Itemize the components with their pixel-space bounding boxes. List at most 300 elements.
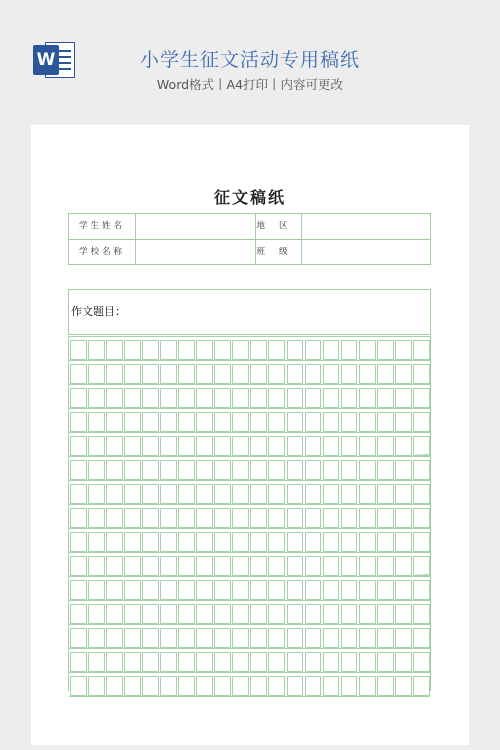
grid-cell[interactable] (250, 628, 267, 648)
grid-cell[interactable] (413, 436, 430, 456)
grid-cell[interactable] (70, 436, 87, 456)
grid-cell[interactable] (196, 676, 213, 696)
grid-cell[interactable] (232, 580, 249, 600)
grid-cell[interactable] (106, 532, 123, 552)
grid-cell[interactable] (359, 628, 376, 648)
grid-cell[interactable] (305, 340, 322, 360)
grid-cell[interactable] (250, 604, 267, 624)
grid-cell[interactable] (341, 556, 358, 576)
grid-cell[interactable] (214, 628, 231, 648)
grid-cell[interactable] (341, 604, 358, 624)
grid-cell[interactable] (341, 484, 358, 504)
grid-cell[interactable] (214, 484, 231, 504)
grid-cell[interactable] (377, 676, 394, 696)
grid-cell[interactable] (395, 508, 412, 528)
grid-cell[interactable] (232, 340, 249, 360)
grid-cell[interactable] (395, 388, 412, 408)
grid-cell[interactable] (106, 388, 123, 408)
grid-cell[interactable] (268, 676, 285, 696)
grid-cell[interactable] (323, 556, 340, 576)
grid-cell[interactable] (250, 676, 267, 696)
grid-cell[interactable] (395, 460, 412, 480)
grid-cell[interactable] (178, 604, 195, 624)
grid-cell[interactable] (377, 508, 394, 528)
grid-cell[interactable] (268, 604, 285, 624)
grid-cell[interactable] (305, 604, 322, 624)
grid-cell[interactable] (305, 676, 322, 696)
grid-cell[interactable] (413, 484, 430, 504)
grid-cell[interactable] (287, 484, 304, 504)
grid-cell[interactable] (305, 628, 322, 648)
grid-cell[interactable] (106, 556, 123, 576)
region-field[interactable] (301, 214, 432, 239)
grid-cell[interactable] (88, 436, 105, 456)
grid-cell[interactable] (214, 676, 231, 696)
grid-cell[interactable] (70, 676, 87, 696)
grid-cell[interactable] (196, 604, 213, 624)
grid-cell[interactable] (178, 436, 195, 456)
grid-cell[interactable] (106, 484, 123, 504)
grid-cell[interactable] (178, 508, 195, 528)
grid-cell[interactable] (124, 604, 141, 624)
grid-cell[interactable] (124, 628, 141, 648)
grid-cell[interactable] (142, 628, 159, 648)
grid-cell[interactable] (178, 556, 195, 576)
grid-cell[interactable] (178, 340, 195, 360)
grid-cell[interactable] (160, 388, 177, 408)
grid-cell[interactable] (268, 436, 285, 456)
grid-cell[interactable] (359, 508, 376, 528)
grid-cell[interactable] (70, 412, 87, 432)
grid-cell[interactable] (178, 628, 195, 648)
grid-cell[interactable] (413, 652, 430, 672)
grid-cell[interactable] (142, 532, 159, 552)
grid-cell[interactable] (196, 460, 213, 480)
grid-cell[interactable] (142, 652, 159, 672)
grid-cell[interactable] (395, 532, 412, 552)
grid-cell[interactable] (323, 364, 340, 384)
grid-cell[interactable] (142, 340, 159, 360)
grid-cell[interactable] (196, 580, 213, 600)
grid-cell[interactable] (377, 436, 394, 456)
grid-cell[interactable] (341, 436, 358, 456)
grid-cell[interactable] (214, 604, 231, 624)
grid-cell[interactable] (250, 412, 267, 432)
grid-cell[interactable] (196, 508, 213, 528)
grid-cell[interactable] (268, 484, 285, 504)
grid-cell[interactable] (341, 676, 358, 696)
grid-cell[interactable] (232, 412, 249, 432)
grid-cell[interactable] (413, 604, 430, 624)
grid-cell[interactable] (196, 532, 213, 552)
grid-cell[interactable] (413, 580, 430, 600)
grid-cell[interactable] (341, 364, 358, 384)
grid-cell[interactable] (232, 652, 249, 672)
grid-cell[interactable] (323, 628, 340, 648)
grid-cell[interactable] (232, 556, 249, 576)
grid-cell[interactable] (88, 364, 105, 384)
grid-cell[interactable] (124, 340, 141, 360)
grid-cell[interactable] (250, 364, 267, 384)
grade-field[interactable] (301, 240, 432, 265)
grid-cell[interactable] (142, 580, 159, 600)
grid-cell[interactable] (142, 460, 159, 480)
grid-cell[interactable] (395, 412, 412, 432)
grid-cell[interactable] (359, 652, 376, 672)
grid-cell[interactable] (359, 364, 376, 384)
grid-cell[interactable] (287, 388, 304, 408)
grid-cell[interactable] (142, 364, 159, 384)
grid-cell[interactable] (287, 604, 304, 624)
grid-cell[interactable] (124, 580, 141, 600)
grid-cell[interactable] (142, 484, 159, 504)
grid-cell[interactable] (359, 556, 376, 576)
grid-cell[interactable] (106, 652, 123, 672)
grid-cell[interactable] (250, 460, 267, 480)
grid-cell[interactable] (70, 340, 87, 360)
grid-cell[interactable] (142, 436, 159, 456)
grid-cell[interactable] (323, 484, 340, 504)
grid-cell[interactable] (377, 460, 394, 480)
grid-cell[interactable] (232, 676, 249, 696)
grid-cell[interactable] (70, 532, 87, 552)
grid-cell[interactable] (160, 412, 177, 432)
grid-cell[interactable] (160, 580, 177, 600)
student-name-field[interactable] (135, 214, 256, 239)
grid-cell[interactable] (178, 484, 195, 504)
grid-cell[interactable] (232, 388, 249, 408)
grid-cell[interactable] (250, 532, 267, 552)
grid-cell[interactable] (106, 580, 123, 600)
grid-cell[interactable] (395, 604, 412, 624)
grid-cell[interactable] (106, 604, 123, 624)
grid-cell[interactable] (323, 460, 340, 480)
grid-cell[interactable] (214, 340, 231, 360)
grid-cell[interactable] (70, 484, 87, 504)
grid-cell[interactable] (287, 628, 304, 648)
grid-cell[interactable] (88, 604, 105, 624)
essay-title-box[interactable] (68, 289, 431, 335)
grid-cell[interactable] (250, 340, 267, 360)
grid-cell[interactable] (196, 556, 213, 576)
grid-cell[interactable] (287, 460, 304, 480)
grid-cell[interactable] (124, 364, 141, 384)
grid-cell[interactable] (106, 508, 123, 528)
grid-cell[interactable] (124, 484, 141, 504)
grid-cell[interactable] (88, 508, 105, 528)
grid-cell[interactable] (70, 652, 87, 672)
grid-cell[interactable] (214, 580, 231, 600)
grid-cell[interactable] (160, 652, 177, 672)
grid-cell[interactable] (287, 340, 304, 360)
grid-cell[interactable] (160, 676, 177, 696)
grid-cell[interactable] (160, 484, 177, 504)
grid-cell[interactable] (70, 628, 87, 648)
grid-cell[interactable] (395, 484, 412, 504)
grid-cell[interactable] (305, 580, 322, 600)
grid-cell[interactable] (287, 652, 304, 672)
grid-cell[interactable] (106, 460, 123, 480)
grid-cell[interactable] (232, 628, 249, 648)
grid-cell[interactable] (323, 412, 340, 432)
grid-cell[interactable] (413, 532, 430, 552)
grid-cell[interactable] (377, 628, 394, 648)
grid-cell[interactable] (413, 388, 430, 408)
grid-cell[interactable] (377, 580, 394, 600)
grid-cell[interactable] (232, 460, 249, 480)
grid-cell[interactable] (250, 388, 267, 408)
grid-cell[interactable] (359, 676, 376, 696)
grid-cell[interactable] (214, 556, 231, 576)
grid-cell[interactable] (287, 580, 304, 600)
grid-cell[interactable] (359, 340, 376, 360)
grid-cell[interactable] (287, 412, 304, 432)
grid-cell[interactable] (178, 388, 195, 408)
grid-cell[interactable] (88, 652, 105, 672)
grid-cell[interactable] (413, 556, 430, 576)
grid-cell[interactable] (178, 532, 195, 552)
grid-cell[interactable] (341, 652, 358, 672)
grid-cell[interactable] (377, 412, 394, 432)
grid-cell[interactable] (268, 508, 285, 528)
grid-cell[interactable] (323, 436, 340, 456)
grid-cell[interactable] (305, 364, 322, 384)
grid-cell[interactable] (214, 508, 231, 528)
grid-cell[interactable] (341, 532, 358, 552)
grid-cell[interactable] (70, 364, 87, 384)
grid-cell[interactable] (268, 628, 285, 648)
grid-cell[interactable] (214, 652, 231, 672)
grid-cell[interactable] (124, 532, 141, 552)
grid-cell[interactable] (124, 508, 141, 528)
grid-cell[interactable] (413, 364, 430, 384)
grid-cell[interactable] (413, 676, 430, 696)
school-name-field[interactable] (135, 240, 256, 265)
grid-cell[interactable] (88, 556, 105, 576)
grid-cell[interactable] (196, 364, 213, 384)
grid-cell[interactable] (268, 460, 285, 480)
grid-cell[interactable] (124, 556, 141, 576)
grid-cell[interactable] (268, 652, 285, 672)
grid-cell[interactable] (88, 484, 105, 504)
grid-cell[interactable] (377, 364, 394, 384)
grid-cell[interactable] (232, 364, 249, 384)
grid-cell[interactable] (88, 460, 105, 480)
grid-cell[interactable] (70, 580, 87, 600)
grid-cell[interactable] (196, 484, 213, 504)
grid-cell[interactable] (323, 532, 340, 552)
grid-cell[interactable] (160, 508, 177, 528)
grid-cell[interactable] (214, 364, 231, 384)
grid-cell[interactable] (142, 604, 159, 624)
grid-cell[interactable] (268, 364, 285, 384)
grid-cell[interactable] (287, 508, 304, 528)
grid-cell[interactable] (196, 436, 213, 456)
grid-cell[interactable] (413, 412, 430, 432)
grid-cell[interactable] (395, 652, 412, 672)
grid-cell[interactable] (413, 508, 430, 528)
grid-cell[interactable] (268, 388, 285, 408)
grid-cell[interactable] (395, 628, 412, 648)
grid-cell[interactable] (160, 628, 177, 648)
grid-cell[interactable] (124, 436, 141, 456)
grid-cell[interactable] (124, 388, 141, 408)
grid-cell[interactable] (287, 532, 304, 552)
grid-cell[interactable] (178, 652, 195, 672)
grid-cell[interactable] (359, 388, 376, 408)
grid-cell[interactable] (70, 508, 87, 528)
grid-cell[interactable] (142, 412, 159, 432)
grid-cell[interactable] (395, 580, 412, 600)
grid-cell[interactable] (178, 580, 195, 600)
grid-cell[interactable] (287, 556, 304, 576)
grid-cell[interactable] (413, 628, 430, 648)
grid-cell[interactable] (287, 436, 304, 456)
grid-cell[interactable] (395, 364, 412, 384)
grid-cell[interactable] (377, 604, 394, 624)
grid-cell[interactable] (142, 388, 159, 408)
grid-cell[interactable] (341, 580, 358, 600)
grid-cell[interactable] (305, 532, 322, 552)
grid-cell[interactable] (106, 412, 123, 432)
grid-cell[interactable] (232, 436, 249, 456)
grid-cell[interactable] (160, 436, 177, 456)
grid-cell[interactable] (160, 556, 177, 576)
grid-cell[interactable] (341, 340, 358, 360)
grid-cell[interactable] (377, 484, 394, 504)
grid-cell[interactable] (196, 340, 213, 360)
grid-cell[interactable] (214, 436, 231, 456)
grid-cell[interactable] (323, 340, 340, 360)
grid-cell[interactable] (377, 388, 394, 408)
grid-cell[interactable] (88, 388, 105, 408)
grid-cell[interactable] (232, 508, 249, 528)
grid-cell[interactable] (124, 412, 141, 432)
grid-cell[interactable] (359, 412, 376, 432)
grid-cell[interactable] (305, 412, 322, 432)
grid-cell[interactable] (377, 532, 394, 552)
grid-cell[interactable] (341, 460, 358, 480)
grid-cell[interactable] (377, 556, 394, 576)
writing-grid[interactable] (68, 336, 431, 691)
grid-cell[interactable] (124, 460, 141, 480)
grid-cell[interactable] (268, 580, 285, 600)
grid-cell[interactable] (341, 628, 358, 648)
grid-cell[interactable] (323, 388, 340, 408)
grid-cell[interactable] (196, 628, 213, 648)
grid-cell[interactable] (250, 436, 267, 456)
grid-cell[interactable] (124, 676, 141, 696)
grid-cell[interactable] (305, 388, 322, 408)
grid-cell[interactable] (214, 460, 231, 480)
grid-cell[interactable] (232, 604, 249, 624)
grid-cell[interactable] (250, 556, 267, 576)
grid-cell[interactable] (106, 436, 123, 456)
grid-cell[interactable] (395, 676, 412, 696)
grid-cell[interactable] (160, 340, 177, 360)
grid-cell[interactable] (88, 676, 105, 696)
grid-cell[interactable] (196, 412, 213, 432)
grid-cell[interactable] (250, 580, 267, 600)
grid-cell[interactable] (377, 652, 394, 672)
grid-cell[interactable] (106, 676, 123, 696)
grid-cell[interactable] (305, 556, 322, 576)
grid-cell[interactable] (323, 676, 340, 696)
grid-cell[interactable] (250, 484, 267, 504)
grid-cell[interactable] (268, 412, 285, 432)
grid-cell[interactable] (196, 652, 213, 672)
grid-cell[interactable] (142, 676, 159, 696)
grid-cell[interactable] (88, 340, 105, 360)
grid-cell[interactable] (196, 388, 213, 408)
grid-cell[interactable] (178, 364, 195, 384)
grid-cell[interactable] (305, 652, 322, 672)
grid-cell[interactable] (359, 604, 376, 624)
grid-cell[interactable] (323, 604, 340, 624)
grid-cell[interactable] (160, 364, 177, 384)
grid-cell[interactable] (88, 628, 105, 648)
grid-cell[interactable] (250, 508, 267, 528)
grid-cell[interactable] (232, 484, 249, 504)
grid-cell[interactable] (268, 532, 285, 552)
grid-cell[interactable] (70, 604, 87, 624)
grid-cell[interactable] (70, 556, 87, 576)
grid-cell[interactable] (70, 460, 87, 480)
grid-cell[interactable] (232, 532, 249, 552)
grid-cell[interactable] (323, 580, 340, 600)
grid-cell[interactable] (359, 436, 376, 456)
grid-cell[interactable] (341, 388, 358, 408)
grid-cell[interactable] (160, 532, 177, 552)
grid-cell[interactable] (341, 412, 358, 432)
grid-cell[interactable] (106, 364, 123, 384)
grid-cell[interactable] (250, 652, 267, 672)
grid-cell[interactable] (359, 532, 376, 552)
grid-cell[interactable] (305, 508, 322, 528)
grid-cell[interactable] (106, 340, 123, 360)
grid-cell[interactable] (142, 508, 159, 528)
grid-cell[interactable] (359, 580, 376, 600)
grid-cell[interactable] (214, 388, 231, 408)
grid-cell[interactable] (214, 532, 231, 552)
grid-cell[interactable] (124, 652, 141, 672)
grid-cell[interactable] (395, 556, 412, 576)
grid-cell[interactable] (305, 484, 322, 504)
grid-cell[interactable] (268, 340, 285, 360)
grid-cell[interactable] (413, 460, 430, 480)
grid-cell[interactable] (178, 412, 195, 432)
grid-cell[interactable] (142, 556, 159, 576)
grid-cell[interactable] (377, 340, 394, 360)
grid-cell[interactable] (287, 676, 304, 696)
grid-cell[interactable] (305, 436, 322, 456)
grid-cell[interactable] (359, 484, 376, 504)
grid-cell[interactable] (395, 340, 412, 360)
grid-cell[interactable] (178, 460, 195, 480)
grid-cell[interactable] (88, 532, 105, 552)
grid-cell[interactable] (106, 628, 123, 648)
grid-cell[interactable] (341, 508, 358, 528)
grid-cell[interactable] (160, 460, 177, 480)
grid-cell[interactable] (88, 412, 105, 432)
grid-cell[interactable] (268, 556, 285, 576)
grid-cell[interactable] (305, 460, 322, 480)
grid-cell[interactable] (395, 436, 412, 456)
grid-cell[interactable] (287, 364, 304, 384)
grid-cell[interactable] (214, 412, 231, 432)
grid-cell[interactable] (160, 604, 177, 624)
grid-cell[interactable] (88, 580, 105, 600)
